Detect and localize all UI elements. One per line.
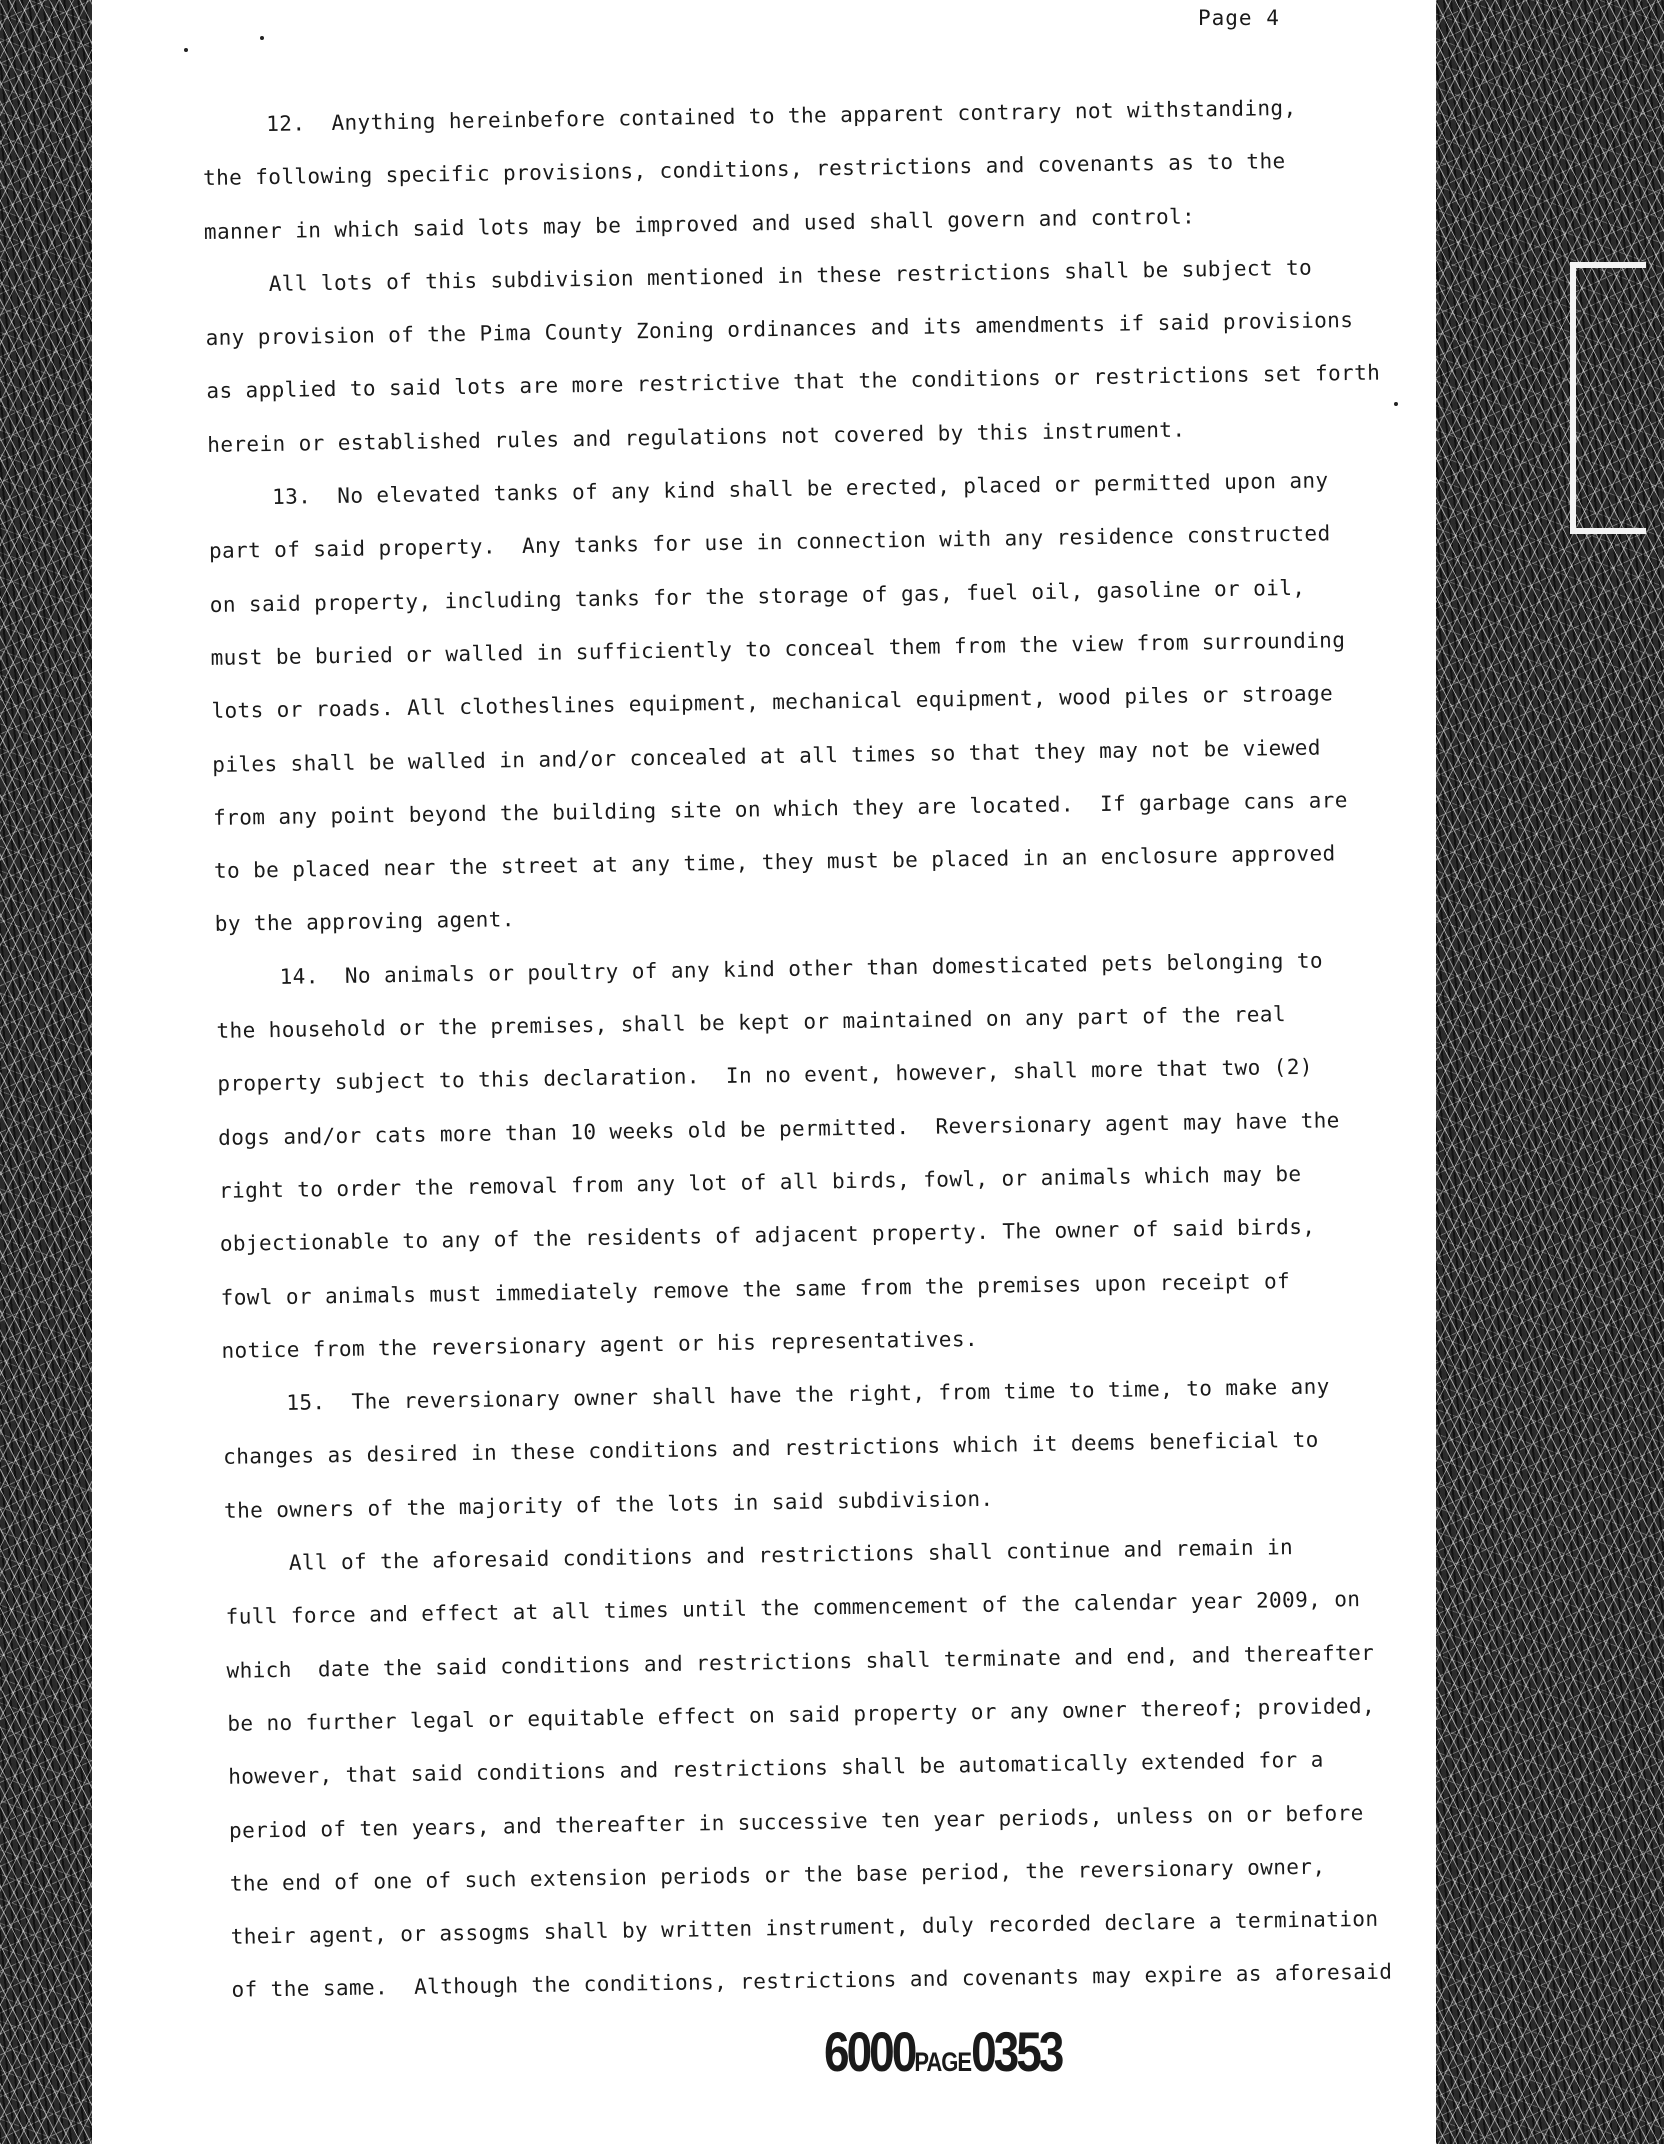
text-line: lots or roads. All clotheslines equipment, mechanical equipment, wood piles or stroage (211, 681, 1334, 724)
text-line: as applied to said lots are more restrictive that the conditions or restrictions set forth (206, 361, 1381, 404)
text-line: manner in which said lots may be improved and used shall govern and control: (203, 204, 1196, 244)
text-line: full force and effect at all times until the commencement of the calendar year 2009, on (225, 1587, 1361, 1630)
document-body (202, 88, 1532, 2027)
text-line: 12. Anything hereinbefore contained to the apparent contrary not withstanding, (266, 95, 1297, 136)
text-line: changes as desired in these conditions and restrictions which it deems beneficial to (223, 1428, 1319, 1470)
text-line: however, that said conditions and restrictions shall be automatically extended for a (228, 1747, 1324, 1789)
book-number: 6000 (824, 2020, 915, 2084)
text-line: by the approving agent. (214, 907, 515, 937)
recorded-page-number: 0353 (971, 2020, 1062, 2084)
text-line: the household or the premises, shall be kept or maintained on any part of the real (216, 1002, 1287, 1043)
scan-speck (184, 48, 188, 52)
text-line: any provision of the Pima County Zoning ordinances and its amendments if said provisions (205, 308, 1354, 351)
text-line: notice from the reversionary agent or his representatives. (221, 1326, 979, 1363)
text-line: be no further legal or equitable effect on said property or any owner thereof; provided, (227, 1693, 1376, 1736)
text-line: from any point beyond the building site on which they are located. If garbage cans are (212, 787, 1348, 830)
page-number: Page 4 (1198, 6, 1280, 30)
text-line: 13. No elevated tanks of any kind shall be erected, placed or permitted upon any (271, 468, 1329, 510)
text-line: of the same. Although the conditions, restrictions and covenants may expire as aforesaid (231, 1959, 1393, 2003)
text-line: on said property, including tanks for the storage of gas, fuel oil, gasoline or oil, (209, 575, 1306, 617)
text-line: period of ten years, and thereafter in successive ten year periods, unless on or before (228, 1800, 1364, 1843)
text-line: herein or established rules and regulations not covered by this instrument. (207, 417, 1186, 457)
text-line: part of said property. Any tanks for use in connection with any residence constructed (208, 521, 1331, 564)
text-line: All of the aforesaid conditions and restrictions shall continue and remain in (288, 1535, 1294, 1575)
text-line: objectionable to any of the residents of adjacent property. The owner of said birds, (219, 1214, 1316, 1257)
text-line: fowl or animals must immediately remove the same from the premises upon receipt of (220, 1268, 1291, 1310)
document-page (92, 0, 1436, 2144)
text-line: right to order the removal from any lot of all birds, fowl, or animals which may be (218, 1161, 1302, 1203)
text-line: the following specific provisions, conditions, restrictions and covenants as to the (202, 149, 1286, 191)
text-line: 15. The reversionary owner shall have the right, from time to time, to make any (286, 1374, 1330, 1415)
text-line: piles shall be walled in and/or concealed at all times so that they may not be viewed (212, 735, 1322, 777)
recording-book-page-stamp (824, 2020, 1061, 2085)
text-line: All lots of this subdivision mentioned in these restrictions shall be subject to (268, 255, 1313, 296)
text-line: the owners of the majority of the lots in said subdivision. (223, 1486, 994, 1523)
scan-speck (260, 36, 264, 40)
text-line: their agent, or assogms shall by written instrument, duly recorded declare a termination (230, 1906, 1379, 1949)
text-line: must be buried or walled in sufficiently to conceal them from the view from surrounding (210, 628, 1346, 670)
text-line: 14. No animals or poultry of any kind other than domesticated pets belonging to (279, 948, 1324, 989)
text-line: dogs and/or cats more than 10 weeks old be permitted. Reversionary agent may have the (217, 1107, 1340, 1150)
text-line: which date the said conditions and restrictions shall terminate and end, and thereafter (226, 1640, 1375, 1683)
text-line: the end of one of such extension periods or the base period, the reversionary owner, (229, 1854, 1326, 1896)
scan-noise-left-margin (0, 0, 92, 2144)
text-line: property subject to this declaration. In no event, however, shall more that two (2) (217, 1055, 1314, 1097)
page-label: PAGE (914, 2047, 972, 2078)
scan-artifact-box (1570, 262, 1646, 534)
text-line: to be placed near the street at any time, they must be placed in an enclosure approved (213, 841, 1336, 884)
